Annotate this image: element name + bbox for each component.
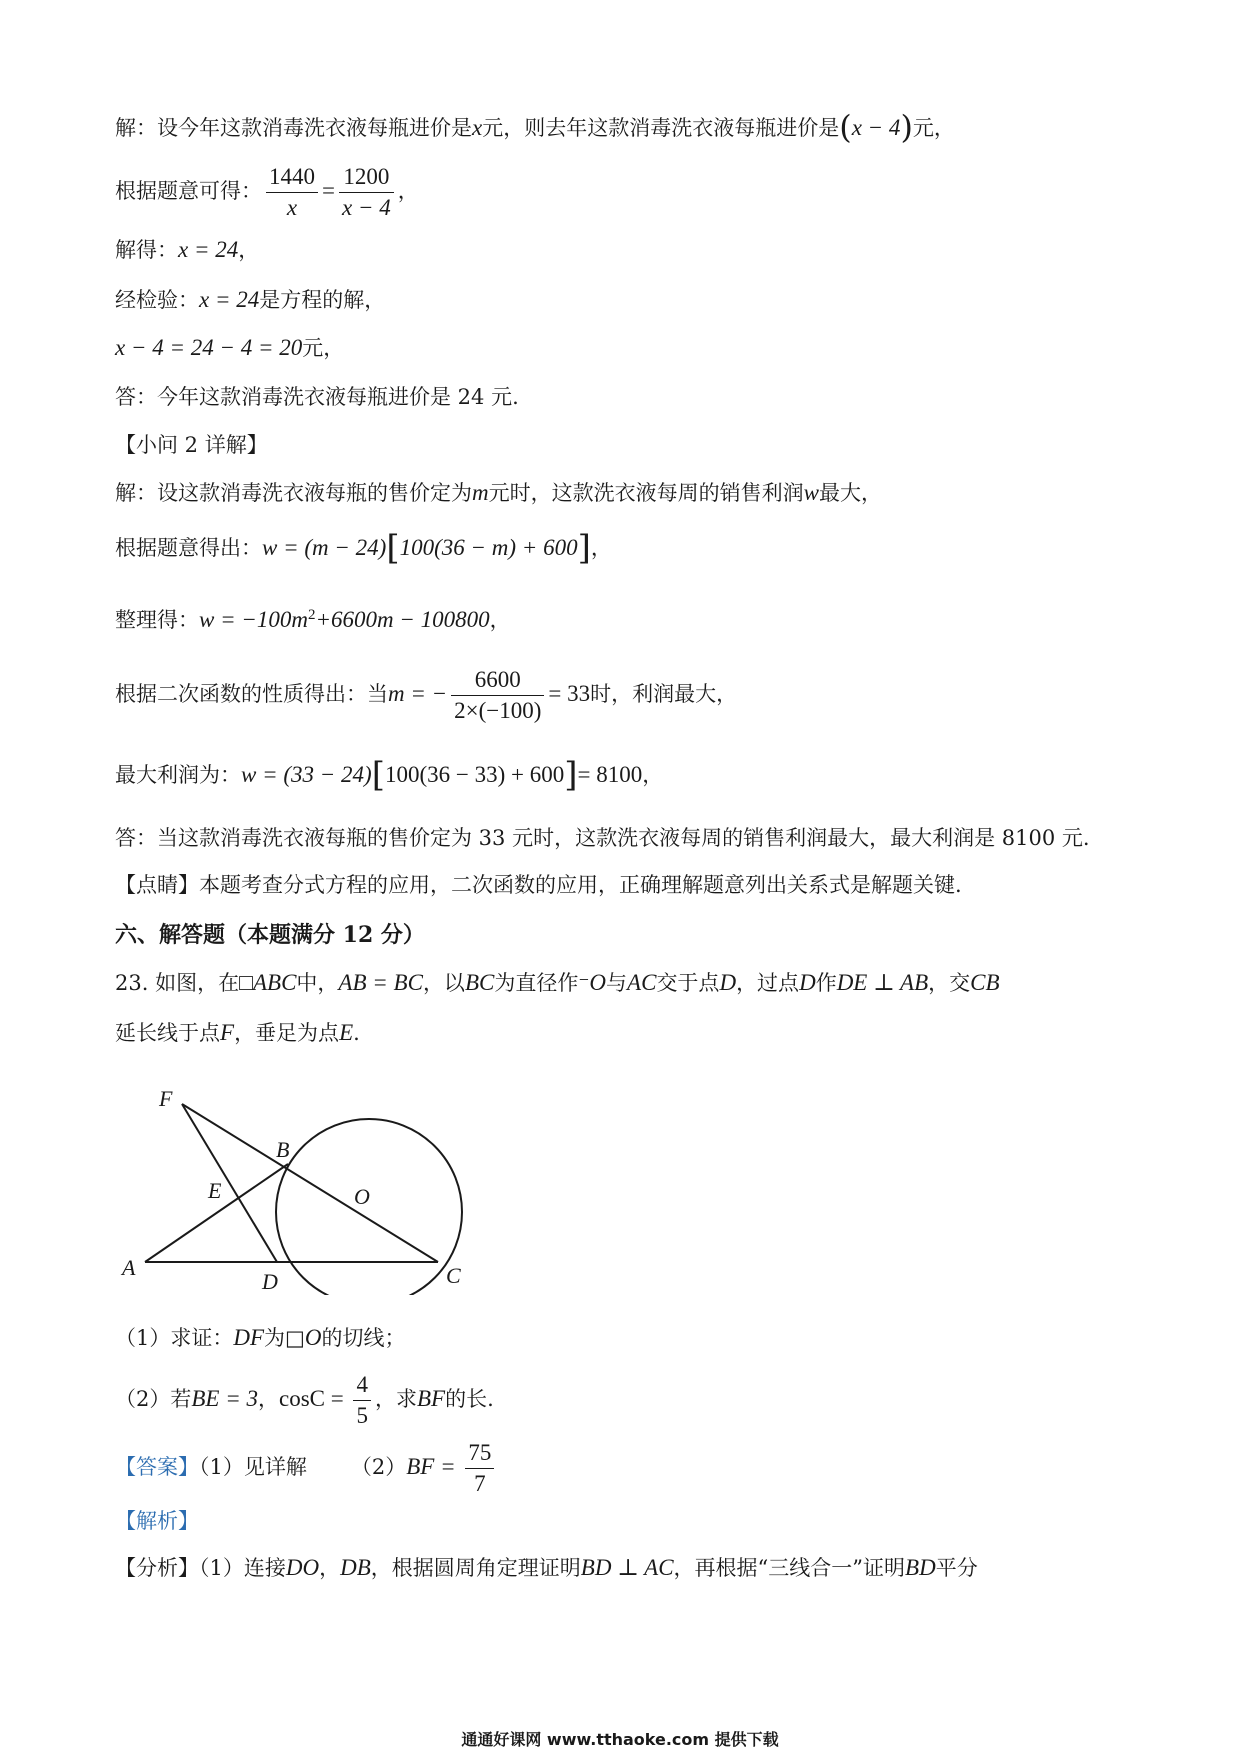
text: （1）见详解 [199,1455,307,1479]
expr: = 33 [548,681,591,706]
text: ， [642,763,664,787]
question-2 [115,1370,494,1431]
text: 是方程的解， [259,288,386,312]
expr: w = (33 − 24) [241,762,372,787]
text: 解：设今年这款消毒洗衣液每瓶进价是 [115,116,472,140]
var-w: w [803,480,819,505]
text: . [353,1021,360,1045]
equation: x = 24 [199,287,260,312]
var-w: w = [262,535,305,560]
paren: ( [839,108,852,146]
text: ， [319,1556,341,1580]
expr: AB = BC [338,970,423,995]
problem-23-line-2 [115,1018,360,1048]
denominator: 2×(−100) [454,698,542,723]
text: ，垂足为点 [234,1021,340,1045]
text: 解得： [115,238,178,262]
solution-line-2 [115,162,419,223]
expr: E [339,1020,354,1045]
text: 延长线于点 [115,1021,220,1045]
analysis-line [115,1553,978,1583]
expr: BF = [406,1454,462,1479]
expr: m = − [388,681,448,706]
denominator: 7 [474,1471,486,1496]
solution-line-1 [115,108,955,146]
expr: (m − 24) [304,535,387,560]
expr: 100(36 − 33) + 600 [384,762,565,787]
expr: +6600m − 100800 [315,607,490,632]
expr: O [589,970,607,995]
text: 元， [912,116,955,140]
text: ， [238,238,260,262]
expr: 100(36 − m) + 600 [399,535,578,560]
text: 最大利润为： [115,763,241,787]
comment-line [115,870,962,900]
analysis-label [115,1506,199,1536]
expr: O [304,1325,322,1350]
bracket: ] [564,755,578,795]
answer-line-1 [115,382,519,412]
answer-block [115,1438,498,1499]
var-x: x [472,115,483,140]
answer-line-2 [115,823,1090,853]
text: ， [590,536,612,560]
text: ，根据圆周角定理证明 [370,1556,581,1580]
expr: BD [905,1555,936,1580]
expr: DF [233,1325,265,1350]
solution2-line-1 [115,478,882,508]
expr: w = −100m [199,607,308,632]
label-f: F [159,1086,173,1111]
expr: cosC = [279,1386,350,1411]
expr: DB [340,1555,371,1580]
section-heading [115,920,425,950]
text: 元时，这款洗衣液每周的销售利润 [488,481,804,505]
numerator: 6600 [451,665,544,696]
denominator: 5 [356,1403,368,1428]
text: 【小问 2 详解】 [115,433,268,457]
text: ，再根据“三线合一”证明 [673,1556,906,1580]
text: 六、解答题（本题满分 12 分） [115,922,425,948]
expr: D [799,970,816,995]
text: （1）求证： [115,1326,234,1350]
text: 交于点 [656,971,720,995]
text: 【分析】 [115,1556,199,1580]
bracket: ] [577,528,591,568]
exponent: 2 [308,607,316,623]
expr: BC [464,970,495,995]
text: 23. 如图，在 [115,971,240,995]
text: 【解析】 [115,1509,199,1533]
text: 为直径作⁻ [494,971,590,995]
solution-line-3 [115,235,259,265]
label-a: A [122,1255,136,1280]
label-b: B [276,1137,290,1162]
text: ，求 [374,1387,417,1411]
equation: x − 4 = 24 − 4 = 20 [115,335,303,360]
numerator: 4 [353,1370,371,1401]
denominator: x − 4 [341,195,391,220]
text: 作 [815,971,837,995]
solution-line-4 [115,285,385,315]
subquestion-heading [115,430,268,460]
expr: F [220,1020,235,1045]
solution2-line-5 [115,755,664,795]
text: 【点睛】本题考查分式方程的应用，二次函数的应用，正确理解题意列出关系式是解题关键. [115,873,962,897]
text: 根据二次函数的性质得出：当 [115,682,388,706]
expr: □ABC [239,970,297,995]
numerator: 75 [465,1438,494,1469]
text: 答：当这款消毒洗衣液每瓶的售价定为 33 元时，这款洗衣液每周的销售利润最大，最大利润是 8100 元. [115,826,1090,850]
expr: DE ⊥ AB [836,970,929,995]
fraction [465,1438,494,1499]
text: 时，利润最大， [590,682,738,706]
expr: x − 4 [851,115,901,140]
text: 为□ [264,1326,305,1350]
solution2-line-4 [115,665,737,726]
text: 经检验： [115,288,199,312]
text: 的长. [445,1387,494,1411]
text: 平分 [935,1556,978,1580]
text: 解：设这款消毒洗衣液每瓶的售价定为 [115,481,472,505]
equals: = [322,178,335,203]
fraction [451,665,544,726]
expr: BD ⊥ AC [580,1555,674,1580]
label-e: E [208,1178,222,1203]
segment-fd [182,1104,277,1262]
text: ， [489,608,511,632]
label-d: D [262,1269,278,1294]
text: （2） [350,1455,407,1479]
text: 最大， [818,481,882,505]
text: ，以 [422,971,465,995]
text: 与 [606,971,628,995]
answer-label: 【答案】 [115,1455,199,1479]
expr: = 8100 [577,762,643,787]
text: 根据题意得出： [115,536,262,560]
equation: x = 24 [178,237,239,262]
geometry-figure [115,1075,485,1295]
numerator: 1200 [339,162,394,193]
problem-23-line-1 [115,968,1000,998]
bracket: [ [386,528,400,568]
bracket: [ [371,755,385,795]
text: 元， [302,336,345,360]
paren: ) [900,108,913,146]
fraction [353,1370,371,1431]
solution-line-5 [115,333,344,363]
text: （2）若 [115,1387,192,1411]
text: 中， [296,971,339,995]
var-m: m [472,480,489,505]
expr: BE = 3 [191,1386,258,1411]
expr: DO [285,1555,320,1580]
expr: AC [627,970,657,995]
text: 根据题意可得： [115,179,262,203]
text: （1）连接 [199,1556,286,1580]
label-c: C [446,1263,461,1288]
text: ，交 [928,971,971,995]
expr: CB [970,970,1000,995]
solution2-line-3 [115,600,511,635]
solution2-line-2 [115,528,612,568]
text: ， [397,179,419,203]
fraction [339,162,394,223]
expr: BF [416,1386,446,1411]
text: 的切线； [321,1326,406,1350]
question-1 [115,1323,406,1353]
numerator: 1440 [266,162,318,193]
fraction [266,162,318,223]
expr: D [719,970,737,995]
label-o: O [354,1184,370,1209]
text: 元，则去年这款消毒洗衣液每瓶进价是 [482,116,840,140]
footer: 通通好课网 www.tthaoke.com 提供下载 [461,1730,779,1749]
denominator: x [286,195,298,220]
text: ，过点 [736,971,800,995]
text: 答：今年这款消毒洗衣液每瓶进价是 24 元. [115,385,519,409]
text: 整理得： [115,608,199,632]
text: ， [258,1387,279,1411]
